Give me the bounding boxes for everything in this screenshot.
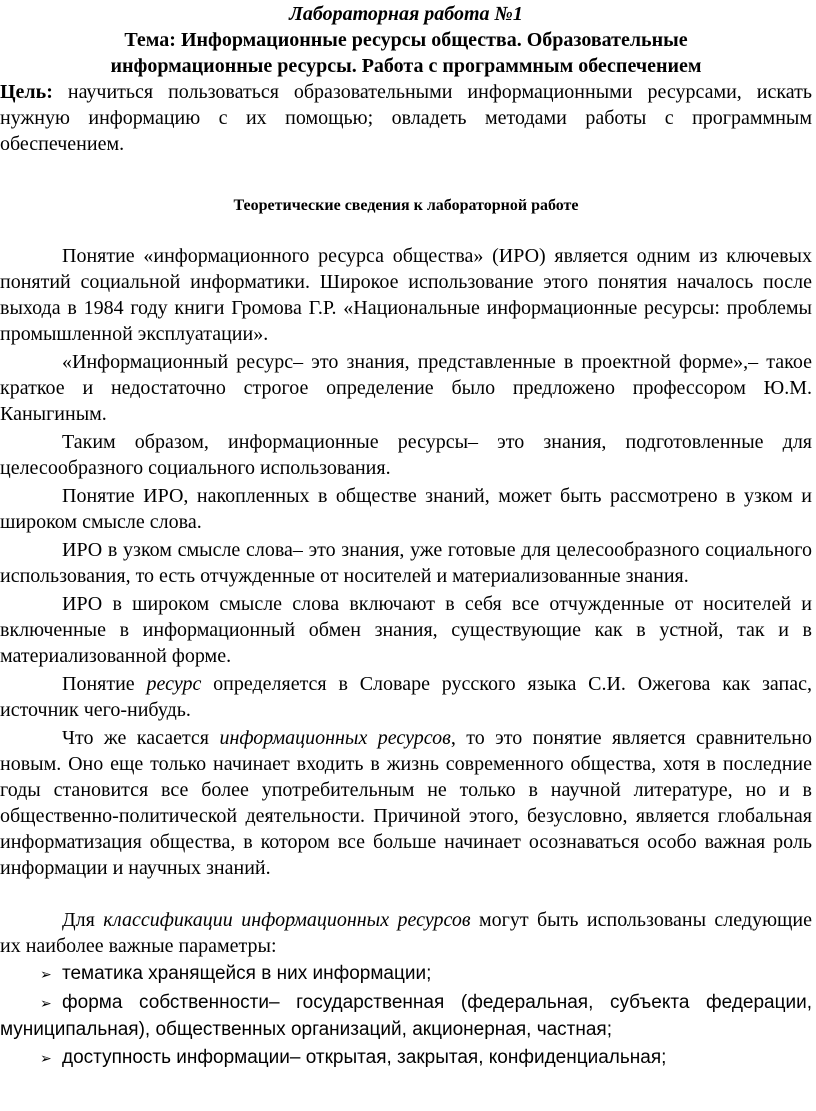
paragraph-wide-sense: ИРО в широком смысле слова включают в себя все отчужденные от носителей и включенные в информационный обмен знания, существующие как в устной, так и в материализованной форме. — [0, 593, 812, 667]
text-run: , то это понятие является сравнительно новым. Оно еще только начинает входить в жизнь современного общества, хотя в последние годы становится все более употребительным не только в научной литературе, но и в общественно-политической деятельности. Причиной этого, безусловно, является глобальная информатизация общества, в котором все больше начинает осознаваться особо важная роль информации и научных знаний. — [0, 727, 812, 879]
list-item-text: доступность информации– открытая, закрытая, конфиденциальная; — [62, 1047, 667, 1068]
topic-title-line-1: Тема: Информационные ресурсы общества. Образовательные — [124, 29, 688, 51]
topic-title-line-2: информационные ресурсы. Работа с программным обеспечением — [110, 55, 702, 77]
text-run: Что же касается — [62, 727, 220, 749]
list-item — [0, 961, 812, 988]
paragraph-definition: «Информационный ресурс– это знания, представленные в проектной форме»,– такое краткое и недостаточно строгое определение было предложено профессором Ю.М. Каныгиным. — [0, 351, 812, 425]
parameter-list — [0, 961, 812, 1072]
list-item — [0, 990, 812, 1043]
goal-paragraph — [0, 79, 812, 157]
paragraph-narrow-sense: ИРО в узком смысле слова– это знания, уже готовые для целесообразного социального использования, то есть отчужденные от носителей и материализованные знания. — [0, 539, 812, 587]
paragraph-summary: Таким образом, информационные ресурсы– это знания, подготовленные для целесообразного социального использования. — [0, 431, 812, 479]
text-run: Для — [62, 909, 104, 931]
goal-text: научиться пользоваться образовательными информационными ресурсами, искать нужную информацию с их помощью; овладеть методами работы с программным обеспечением. — [0, 81, 812, 155]
italic-term: информационных ресурсов — [219, 727, 451, 749]
paragraph-information-resources — [0, 725, 812, 881]
arrow-bullet-icon: ➢ — [40, 967, 52, 983]
arrow-bullet-icon: ➢ — [40, 996, 52, 1012]
italic-term: классификации информационных ресурсов — [103, 909, 471, 931]
arrow-bullet-icon: ➢ — [40, 1051, 52, 1067]
work-title: Лабораторная работа №1 — [289, 3, 523, 25]
text-run: определяется в Словаре русского языка С.И. Ожегова как запас, источник чего-нибудь. — [0, 673, 812, 721]
text-run: Понятие — [62, 673, 147, 695]
italic-term: ресурс — [146, 673, 202, 695]
paragraph-iro-concept: Понятие «информационного ресурса общества» (ИРО) является одним из ключевых понятий социальной информатики. Широкое использование этого понятия началось после выхода в 1984 году книги Громова Г.Р. «Национальные информационные ресурсы: проблемы промышленной эксплуатации». — [0, 245, 812, 345]
paragraph-classification — [0, 907, 812, 959]
paragraph-resource-definition — [0, 671, 812, 723]
text-run: могут быть использованы следующие их наиболее важные параметры: — [0, 909, 813, 957]
paragraph-narrow-wide: Понятие ИРО, накопленных в обществе знаний, может быть рассмотрено в узком и широком смысле слова. — [0, 485, 812, 533]
document-body — [0, 243, 812, 1072]
section-title: Теоретические сведения к лабораторной работе — [233, 197, 579, 214]
list-item-text: тематика хранящейся в них информации; — [62, 963, 432, 984]
list-item-text: форма собственности– государственная (федеральная, субъекта федерации, муниципальная), общественных организаций, акционерная, частная; — [0, 992, 812, 1040]
list-item — [0, 1045, 812, 1072]
goal-label: Цель: — [0, 81, 53, 103]
